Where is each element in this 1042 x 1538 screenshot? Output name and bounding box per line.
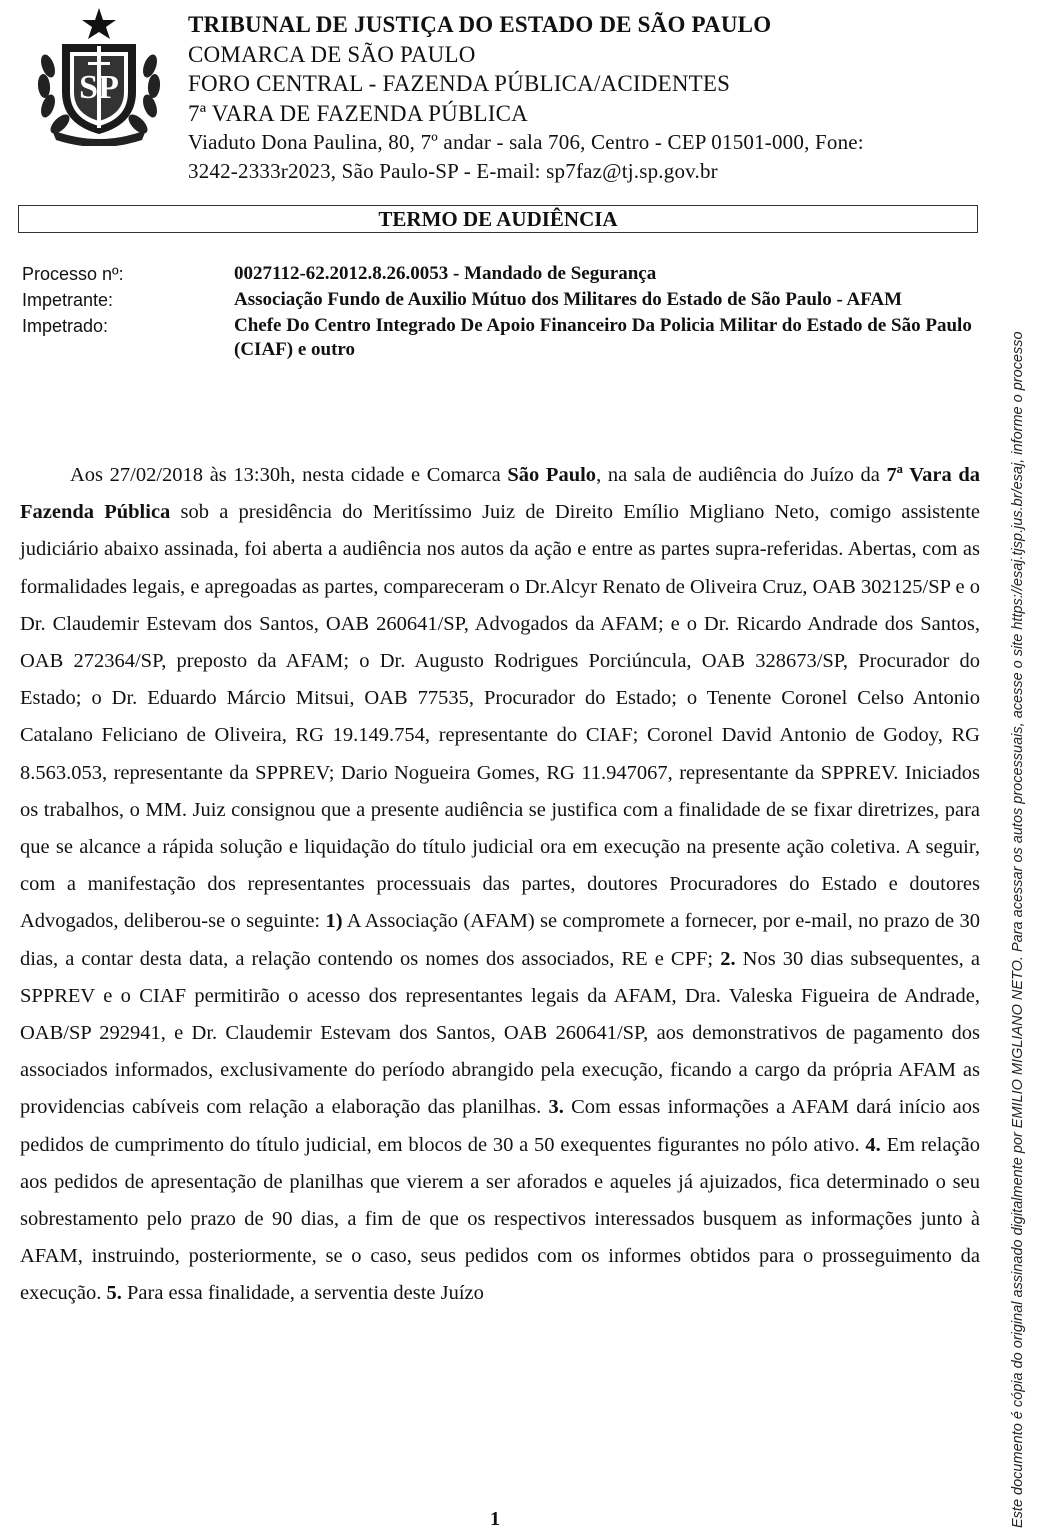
party-value: 0027112-62.2012.8.26.0053 - Mandado de Segurança — [234, 263, 657, 284]
court-name: TRIBUNAL DE JUSTIÇA DO ESTADO DE SÃO PAULO — [188, 12, 772, 37]
party-label: Processo nº: — [22, 264, 124, 284]
address-line-1: Viaduto Dona Paulina, 80, 7º andar - sala 706, Centro - CEP 01501-000, Fone: — [188, 130, 864, 154]
party-label: Impetrado: — [22, 316, 109, 336]
address-line-2: 3242-2333r2023, São Paulo-SP - E-mail: sp7faz@tj.sp.gov.br — [188, 159, 718, 183]
body-text-span: Nos 30 dias subsequentes, a SPPREV e o CIAF permitirão o acesso dos representantes legais da AFAM, Dra. Valeska Figueira de Andrade, OAB/SP 292941, e Dr. Claudemir Estevam dos Santos, OAB 260641/SP, aos demonstrativos de pagamento dos associados informados, exclusivamente do período abrangido pela execução, ficando a cargo da própria AFAM as providencias cabíveis com relação a elaboração das planilhas. — [20, 947, 980, 1119]
document-title: TERMO DE AUDIÊNCIA — [18, 205, 978, 233]
body-bold-span: 7ª Vara da Fazenda Pública — [20, 464, 981, 524]
body-bold-span: 1) — [325, 910, 343, 933]
foro-name: FORO CENTRAL - FAZENDA PÚBLICA/ACIDENTES — [188, 71, 731, 96]
party-row-impetrado — [22, 314, 982, 362]
body-text-span: A Associação (AFAM) se compromete a fornecer, por e-mail, no prazo de 30 dias, a contar desta data, a relação contendo os nomes dos associados, RE e CPF; — [20, 910, 980, 970]
body-bold-span: 3. — [548, 1096, 564, 1119]
body-text-span: sob a presidência do Meritíssimo Juiz de Direito Emílio Migliano Neto, comigo assistente judiciário abaixo assinada, foi aberta a audiência nos autos da ação e entre as partes supra-referidas. Abertas, com as formalidades legais, e apregoadas as partes, compareceram o Dr.Alcyr Renato de Oliveira Cruz, OAB 302125/SP e o Dr. Claudemir Estevam dos Santos, OAB 260641/SP, Advogados da AFAM; e o Dr. Ricardo Andrade dos Santos, OAB 272364/SP, preposto da AFAM; o Dr. Augusto Rodrigues Porciúncula, OAB 328673/SP, Procurador do Estado; o Dr. Eduardo Márcio Mitsui, OAB 77535, Procurador do Estado; o Tenente Coronel Celso Antonio Catalano Feliciano de Oliveira, RG 19.149.754, representante do CIAF; Coronel David Antonio de Godoy, RG 8.563.053, representante da SPPREV; Dario Nogueira Gomes, RG 11.947067, representante da SPPREV. Iniciados os trabalhos, o MM. Juiz consignou que a presente audiência se justifica com a finalidade de se fixar diretrizes, para que se alcance a rápida solução e liquidação do título judicial ora em execução na presente ação coletiva. A seguir, com a manifestação dos representantes processuais das partes, doutores Procuradores do Estado e doutores Advogados, deliberou-se o seguinte: — [20, 501, 980, 933]
body-bold-span: 5. — [106, 1282, 122, 1305]
party-value: Chefe Do Centro Integrado De Apoio Financeiro Da Policia Militar do Estado de São Paulo (CIAF) e outro — [234, 315, 972, 360]
vara-name: 7ª VARA DE FAZENDA PÚBLICA — [188, 100, 528, 126]
body-bold-span: 2. — [720, 947, 736, 970]
seal-text: SP — [79, 69, 119, 106]
parties-block — [22, 262, 982, 364]
hearing-body — [20, 457, 980, 1313]
party-row-impetrante — [22, 288, 982, 312]
body-text-span: Aos 27/02/2018 às 13:30h, nesta cidade e Comarca — [70, 464, 508, 486]
comarca-name: COMARCA DE SÃO PAULO — [188, 41, 476, 67]
body-text-span: Em relação aos pedidos de apresentação de planilhas que vierem a ser aforados e aqueles já ajuizados, fica determinado o seu sobrestamento pelo prazo de 90 dias, a fim de que os respectivos interessados busquem as informações junto à AFAM, instruindo, posteriormente, se o caso, seus pedidos com os informes obtidos para o prosseguimento da execução. — [20, 1133, 981, 1305]
document-header — [188, 10, 988, 186]
page-number: 1 — [490, 1508, 500, 1530]
body-bold-span: 4. — [865, 1133, 881, 1156]
body-text-span: Com essas informações a AFAM dará início aos pedidos de cumprimento do título judicial, em blocos de 30 a 50 exequentes figurantes no pólo ativo. — [20, 1096, 980, 1156]
sao-paulo-coat-of-arms-icon — [30, 6, 168, 146]
party-label: Impetrante: — [22, 290, 114, 310]
digital-signature-note: Este documento é cópia do original assinado digitalmente por EMILIO MIGLIANO NETO. Para acessar os autos processuais, acesse o site https://esaj.tjsp.jus.br/esaj, informe o processo — [1010, 331, 1026, 1528]
hearing-paragraph — [20, 457, 980, 1313]
party-row-processo — [22, 262, 982, 286]
body-text-span: , na sala de audiência do Juízo da — [596, 464, 887, 486]
body-text-span: Para essa finalidade, a serventia deste Juízo — [121, 1282, 484, 1305]
party-value: Associação Fundo de Auxilio Mútuo dos Militares do Estado de São Paulo - AFAM — [234, 289, 903, 310]
body-bold-span: São Paulo — [507, 464, 597, 486]
